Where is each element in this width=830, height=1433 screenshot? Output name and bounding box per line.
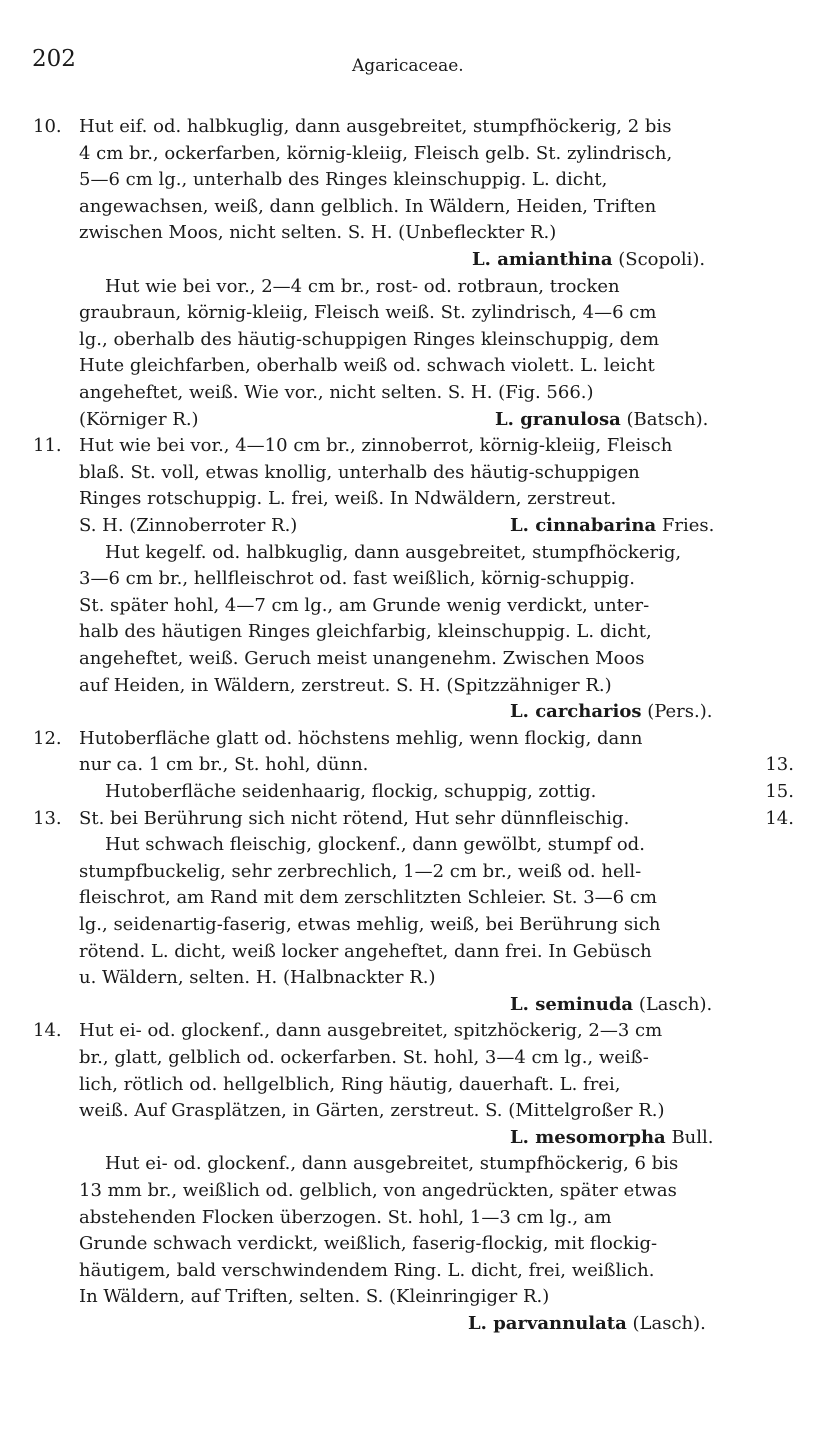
line-text: br., glatt, gelblich od. ockerfarben. St. hohl, 3—4 cm lg., weiß- [79,1047,649,1068]
key-number: 14. [33,1020,62,1042]
species-name [510,1125,714,1151]
line-text: Hut ei- od. glockenf., dann ausgebreitet, stumpfhöckerig, 6 bis [105,1153,679,1175]
species-name [495,407,708,433]
species-author: (Scopoli). [618,249,706,270]
line-text: (Körniger R.) [79,408,199,430]
key-reference: 13. [765,754,794,776]
line-text: fleischrot, am Rand mit dem zerschlitzten Schleier. St. 3—6 cm [79,887,658,909]
line-text: graubraun, körnig-kleiig, Fleisch weiß. St. zylindrisch, 4—6 cm [79,302,657,324]
species-epithet: L. cinnabarina [510,515,657,536]
line-text: Hutoberfläche seidenhaarig, flockig, schuppig, zottig. [105,781,597,802]
species-epithet: L. amianthina [472,249,613,270]
page-header [32,46,812,82]
line-text: angewachsen, weiß, dann gelblich. In Wäldern, Heiden, Triften [79,195,657,217]
species-author: (Lasch). [632,1313,706,1334]
line-text: 4 cm br., ockerfarben, körnig-kleiig, Fleisch gelb. St. zylindrisch, [79,142,673,164]
line-text: Grunde schwach verdickt, weißlich, faserig-flockig, mit flockig- [79,1233,658,1255]
key-reference: 15. [765,781,794,802]
key-reference: 14. [765,807,794,829]
running-title: Agaricaceae. [352,56,464,76]
species-epithet: L. parvannulata [468,1313,627,1334]
species-epithet: L. granulosa [495,408,621,430]
species-author: (Pers.). [647,701,713,723]
line-text: St. später hohl, 4—7 cm lg., am Grunde wenig verdickt, unter- [79,594,650,616]
line-text: Ringes rotschuppig. L. frei, weiß. In Ndwäldern, zerstreut. [79,488,617,510]
line-text: 13 mm br., weißlich od. gelblich, von angedrückten, später etwas [79,1180,677,1201]
line-text: halb des häutigen Ringes gleichfarbig, kleinschuppig. L. dicht, [79,621,652,643]
species-name [510,992,712,1018]
species-name [510,513,714,539]
line-text: St. bei Berührung sich nicht rötend, Hut sehr dünnfleischig. [79,807,630,829]
line-text: weiß. Auf Grasplätzen, in Gärten, zerstreut. S. (Mittelgroßer R.) [79,1100,665,1122]
line-text: auf Heiden, in Wäldern, zerstreut. S. H. (Spitzzähniger R.) [79,674,612,696]
line-text: 5—6 cm lg., unterhalb des Ringes kleinschuppig. L. dicht, [79,169,608,191]
line-text: 3—6 cm br., hellfleischrot od. fast weißlich, körnig-schuppig. [79,568,636,590]
line-text: lich, rötlich od. hellgelblich, Ring häutig, dauerhaft. L. frei, [79,1073,621,1095]
line-text: angeheftet, weiß. Wie vor., nicht selten. S. H. (Fig. 566.) [79,382,594,403]
line-text: u. Wäldern, selten. H. (Halbnackter R.) [79,967,436,989]
line-text: lg., oberhalb des häutig-schuppigen Ringes kleinschuppig, dem [79,328,660,350]
species-epithet: L. mesomorpha [510,1126,666,1148]
line-text: Hut wie bei vor., 2—4 cm br., rost- od. rotbraun, trocken [105,275,620,297]
key-number: 13. [33,807,62,829]
page-number: 202 [32,46,76,72]
species-author: (Batsch). [626,408,709,430]
line-text: rötend. L. dicht, weiß locker angeheftet, dann frei. In Gebüsch [79,940,652,962]
line-text: blaß. St. voll, etwas knollig, unterhalb des häutig-schuppigen [79,461,640,483]
line-text: häutigem, bald verschwindendem Ring. L. dicht, frei, weißlich. [79,1259,655,1281]
species-name [510,699,713,725]
line-text: In Wäldern, auf Triften, selten. S. (Kleinringiger R.) [79,1286,550,1308]
species-epithet: L. seminuda [510,993,634,1015]
line-text: Hut eif. od. halbkuglig, dann ausgebreitet, stumpfhöckerig, 2 bis [79,116,672,137]
line-text: stumpfbuckelig, sehr zerbrechlich, 1—2 cm br., weiß od. hell- [79,860,642,882]
key-number: 12. [33,727,62,749]
species-author: Bull. [671,1126,714,1148]
line-text: Hut ei- od. glockenf., dann ausgebreitet, spitzhöckerig, 2—3 cm [79,1020,663,1042]
line-text: angeheftet, weiß. Geruch meist unangenehm. Zwischen Moos [79,648,645,669]
line-text: Hut wie bei vor., 4—10 cm br., zinnoberrot, körnig-kleiig, Fleisch [79,435,673,457]
line-text: abstehenden Flocken überzogen. St. hohl, 1—3 cm lg., am [79,1206,612,1228]
key-number: 11. [33,435,62,457]
line-text: Hut schwach fleischig, glockenf., dann gewölbt, stumpf od. [105,834,645,856]
species-author: (Lasch). [638,993,713,1015]
species-name [472,247,705,273]
line-text: Hutoberfläche glatt od. höchstens mehlig, wenn flockig, dann [79,727,643,749]
species-author: Fries. [661,515,715,536]
species-name [468,1311,706,1337]
line-text: lg., seidenartig-faserig, etwas mehlig, weiß, bei Berührung sich [79,914,661,935]
line-text: S. H. (Zinnoberroter R.) [79,515,298,536]
line-text: Hute gleichfarben, oberhalb weiß od. schwach violett. L. leicht [79,355,655,377]
line-text: Hut kegelf. od. halbkuglig, dann ausgebreitet, stumpfhöckerig, [105,541,682,563]
line-text: nur ca. 1 cm br., St. hohl, dünn. [79,754,369,776]
key-number: 10. [33,116,62,137]
line-text: zwischen Moos, nicht selten. S. H. (Unbefleckter R.) [79,222,557,244]
species-epithet: L. carcharios [510,701,642,723]
